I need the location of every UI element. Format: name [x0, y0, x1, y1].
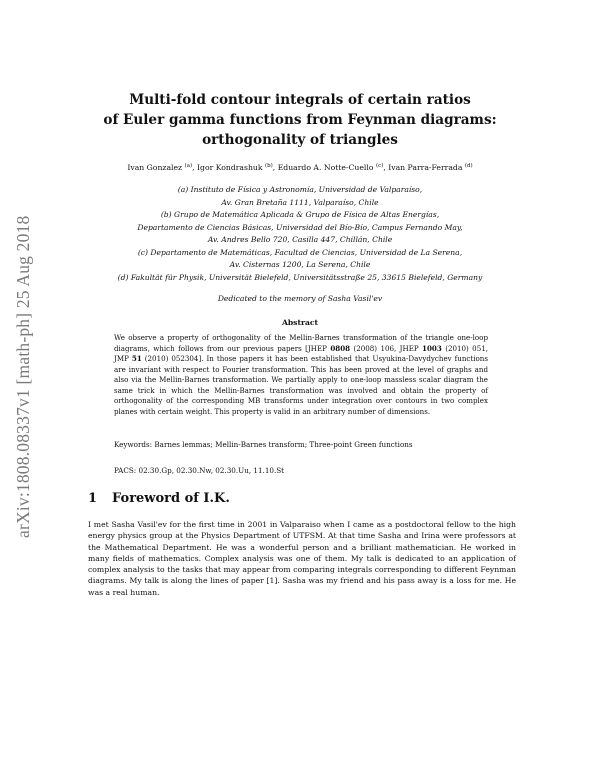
arxiv-identifier-stamp: arXiv:1808.08337v1 [math-ph] 25 Aug 2018	[13, 215, 33, 538]
title-line-3: orthogonality of triangles	[202, 132, 398, 148]
affiliation-line: Av. Cisternas 1200, La Serena, Chile	[229, 260, 371, 269]
section-number: 1	[88, 491, 98, 506]
affiliation-line: (b) Grupo de Matemática Aplicada & Grupo de Física de Altas Energías,	[160, 210, 440, 219]
author-separator: ,	[272, 163, 278, 172]
author-affiliation-mark: (c)	[375, 163, 384, 169]
affiliation-line: (c) Departamento de Matemáticas, Facultad de Ciencias, Universidad de La Serena,	[137, 247, 463, 257]
keywords: Keywords: Barnes lemmas; Mellin-Barnes transform; Three-point Green functions	[114, 440, 413, 449]
abstract-bold-volume: 1003	[422, 343, 442, 353]
title-line-1: Multi-fold contour integrals of certain ratios	[129, 92, 471, 108]
author-list	[60, 160, 540, 174]
abstract-text: (2010) 051, JMP	[114, 343, 488, 363]
abstract-text: (2010) 052304]. In those papers it has been established that Usyukina-Davydychev functions are invariant with respect to Fourier transformation. This has been proved at the level of graphs and also via the Mellin-Barnes transformation. We partially apply to one-loop massless scalar diagram the same trick in which the Mellin-Barnes transformation was involved and obtain the property of orthogonality of the corresponding MB transforms under integration over contours in two complex planes with certain weight. This property is valid in an arbitrary number of dimensions.	[114, 354, 488, 416]
author-separator: ,	[383, 163, 389, 172]
affiliation-line: Av. Andres Bello 720, Casilla 447, Chillán, Chile	[207, 235, 393, 244]
author-affiliation-mark: (b)	[264, 163, 273, 169]
abstract-bold-volume: 0808	[330, 343, 351, 353]
abstract-text: We observe a property of orthogonality of the Mellin-Barnes transformation of the triangle one-loop diagrams, which follows from our previous papers [JHEP	[114, 333, 488, 353]
affiliation-line: (a) Instituto de Física y Astronomía, Universidad de Valparaíso,	[177, 185, 423, 194]
body-paragraph: I met Sasha Vasil'ev for the first time in 2001 in Valparaiso when I came as a postdoctoral fellow to the high energy physics group at the Physics Department of UTFSM. At that time Sasha and Irina were professors at the Mathematical Department. He was a wonderful person and a brilliant mathematician. He worked in many fields of mathematics. Complex analysis was one of them. My talk is dedicated to an application of complex analysis to the tasks that may appear from comparing integrals corresponding to different Feynman diagrams. My talk is along the lines of paper [1]. Sasha was my friend and his pass away is a loss for me. He was a real human.	[88, 520, 516, 597]
author-affiliation-mark: (d)	[464, 163, 473, 169]
abstract-body	[114, 333, 488, 417]
title-line-2: of Euler gamma functions from Feynman diagrams:	[103, 112, 497, 128]
affiliation-line: Av. Gran Bretaña 1111, Valparaíso, Chile	[221, 197, 379, 207]
author-name: Igor Kondrashuk	[197, 163, 263, 172]
pacs-codes: PACS: 02.30.Gp, 02.30.Nw, 02.30.Uu, 11.10.St	[114, 466, 285, 475]
author-name: Ivan Parra-Ferrada	[388, 163, 463, 172]
affiliation-line: Departamento de Ciencias Básicas, Universidad del Bío-Bío, Campus Fernando May,	[137, 222, 463, 232]
author-affiliation-mark: (a)	[184, 163, 193, 169]
abstract-bold-volume: 51	[131, 354, 142, 363]
author-name: Ivan Gonzalez	[127, 163, 183, 172]
abstract-text: (2008) 106, JHEP	[350, 343, 423, 353]
section-title: Foreword of I.K.	[112, 491, 230, 506]
affiliation-line: (d) Fakultät für Physik, Universität Bielefeld, Universitätsstraße 25, 33615 Bielefeld, Germany	[117, 272, 483, 282]
dedication: Dedicated to the memory of Sasha Vasil'ev	[217, 294, 383, 303]
section-heading	[88, 491, 230, 506]
author-separator: ,	[192, 163, 198, 172]
author-name: Eduardo A. Notte-Cuello	[277, 163, 374, 172]
abstract-heading: Abstract	[281, 318, 319, 327]
